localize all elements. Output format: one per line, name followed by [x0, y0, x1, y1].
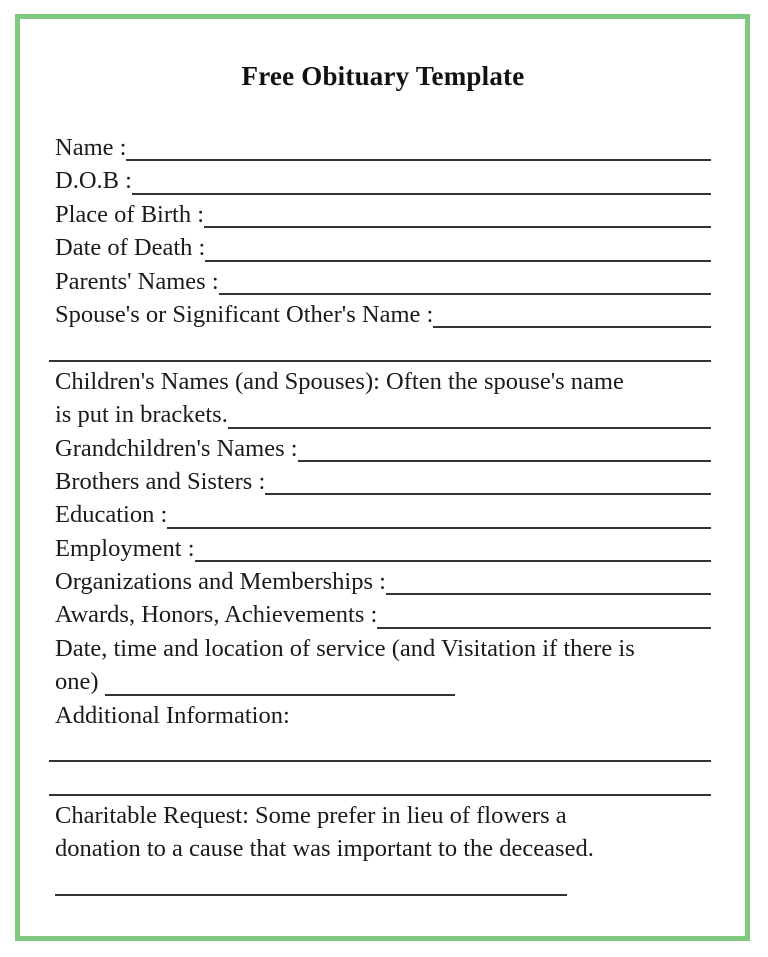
field-label: Date, time and location of service (and Visitation if there is: [55, 634, 635, 662]
field-label: Brothers and Sisters :: [55, 467, 266, 495]
field-label: donation to a cause that was important to the deceased.: [55, 835, 594, 863]
field-label: is put in brackets.: [55, 401, 228, 429]
fill-in-line[interactable]: [433, 298, 711, 328]
fill-in-line[interactable]: [126, 131, 711, 161]
field-label: Awards, Honors, Achievements :: [55, 601, 378, 629]
form-row-field: [55, 465, 711, 498]
fill-in-line[interactable]: [298, 432, 711, 462]
fill-in-line[interactable]: [49, 765, 711, 795]
field-label: Grandchildren's Names :: [55, 434, 298, 462]
document-page: [15, 14, 750, 941]
form-row-text: [55, 832, 711, 865]
form-row-field: [55, 432, 711, 465]
field-label: Date of Death :: [55, 234, 206, 262]
form-row-line: [55, 331, 711, 364]
fill-in-line[interactable]: [49, 331, 711, 361]
field-label: Parents' Names :: [55, 267, 219, 295]
fill-in-line[interactable]: [55, 866, 567, 896]
form-row-field: [55, 498, 711, 531]
fill-in-line[interactable]: [195, 532, 712, 562]
field-label: Employment :: [55, 534, 195, 562]
field-label: Children's Names (and Spouses): Often the spouse's name: [55, 367, 624, 395]
field-label: D.O.B :: [55, 167, 132, 195]
fill-in-line[interactable]: [377, 598, 711, 628]
field-label: Spouse's or Significant Other's Name :: [55, 300, 434, 328]
fill-in-line[interactable]: [167, 498, 711, 528]
field-label: Organizations and Memberships :: [55, 568, 386, 596]
form-row-field: [55, 164, 711, 197]
form-row-line-partial: [55, 866, 711, 899]
fill-in-line[interactable]: [219, 265, 711, 295]
form-row-field: [55, 398, 711, 431]
fill-in-line[interactable]: [386, 565, 711, 595]
form-row-text: [55, 799, 711, 832]
field-label: Education :: [55, 501, 168, 529]
form-row-field: [55, 198, 711, 231]
form-row-field-partial: [55, 665, 711, 698]
form-row-field: [55, 532, 711, 565]
fill-in-line[interactable]: [205, 231, 711, 261]
field-label: Charitable Request: Some prefer in lieu of flowers a: [55, 801, 567, 829]
form-row-text: [55, 365, 711, 398]
form-row-line: [55, 732, 711, 765]
form-row-field: [55, 298, 711, 331]
fill-in-line[interactable]: [265, 465, 711, 495]
form-row-field: [55, 565, 711, 598]
field-label: one): [55, 668, 105, 696]
field-label: Name :: [55, 134, 127, 161]
fill-in-line[interactable]: [49, 732, 711, 762]
field-label: Additional Information:: [55, 701, 290, 729]
form-row-field: [55, 598, 711, 631]
page-title: Free Obituary Template: [241, 61, 525, 91]
document-content: [20, 19, 745, 899]
fill-in-line[interactable]: [132, 164, 711, 194]
form-row-field: [55, 231, 711, 264]
form-row-text: [55, 699, 711, 732]
fill-in-line[interactable]: [228, 398, 711, 428]
form-row-line: [55, 765, 711, 798]
field-label: Place of Birth :: [55, 200, 205, 228]
fill-in-line[interactable]: [204, 198, 711, 228]
form-row-field: [55, 131, 711, 164]
form-rows: [55, 131, 711, 899]
form-row-field: [55, 265, 711, 298]
form-row-text: [55, 632, 711, 665]
fill-in-line[interactable]: [105, 665, 455, 695]
